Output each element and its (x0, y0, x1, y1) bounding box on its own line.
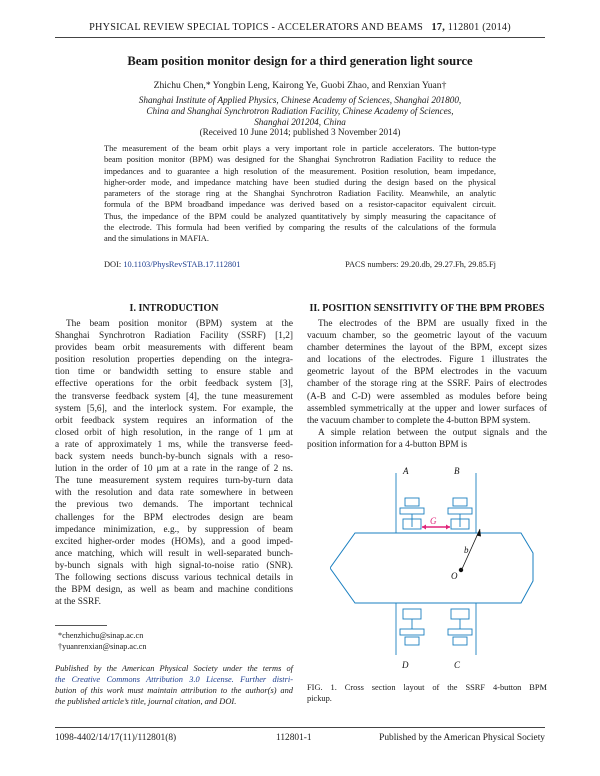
affiliation-line-2: China and Shanghai Synchrotron Radiation Facility, Chinese Academy of Sciences, (146, 106, 454, 116)
publication-note-line[interactable]: the Creative Commons Attribution 3.0 License. Further distri- (55, 675, 293, 684)
text-line: at the SSRF. (55, 597, 102, 608)
text-line: The following sections discuss various technical details in (55, 572, 293, 583)
abstract-line: beam position monitor (BPM) was designed for the Shanghai Synchrotron Radiation Facility to reduce the (104, 155, 496, 165)
author-list: Zhichu Chen,* Yongbin Leng, Kairong Ye, Guobi Zhao, and Renxian Yuan† (153, 80, 447, 91)
journal-article: 112801 (2014) (447, 22, 511, 33)
abstract-line: parameters of the storage ring at the Shanghai Synchrotron Radiation Facility. Meanwhile, an analytic (104, 189, 496, 199)
text-line: tion time or bandwidth setting to ensure stable and (55, 367, 293, 378)
text-line: A simple relation between the output signals and the (318, 427, 547, 438)
doi-link[interactable]: 10.1103/PhysRevSTAB.17.112801 (123, 260, 241, 269)
abstract-line: Thus, the impedance of the BPM could be analyzed quantitatively by simply measuring the capacitance of (104, 211, 496, 221)
affiliation-line-3: Shanghai 201204, China (254, 117, 346, 127)
text-line: The tune measurement system requires turn-by-turn data (55, 476, 293, 487)
text-line: excited higher-order modes (HOMs), and a good imped- (55, 536, 293, 547)
footer-issn: 1098-4402/14/17(11)/112801(8) (55, 733, 177, 743)
text-line: the BPM design, as well as beam and machine conditions (55, 585, 293, 596)
text-line: assembled symmetrically at the upper and lower surfaces of (307, 403, 547, 414)
section-heading-introduction: I. INTRODUCTION (129, 303, 219, 314)
received-dates: (Received 10 June 2014; published 3 November 2014) (199, 127, 401, 137)
footnote-email-2: †yuanrenxian@sinap.ac.cn (58, 642, 147, 651)
text-line: (A-B and C-D) were assembled as modules before being (307, 391, 547, 402)
origin-point (459, 568, 463, 572)
doi-label: DOI: (104, 260, 122, 269)
journal-name: PHYSICAL REVIEW SPECIAL TOPICS - ACCELERATORS AND BEAMS (89, 22, 424, 33)
text-line: impedance minimization, e.g., by suppression of beam (55, 524, 293, 535)
text-line: geometric layout of the BPM electrodes in the vacuum (307, 367, 547, 378)
text-line: Shanghai Synchrotron Radiation Facility (SSRF) [1,2] (55, 331, 293, 342)
abstract-line: the electrode. This formula had been verified by comparing the results of the calculations of the formula (104, 223, 496, 233)
footer-page-number: 112801-1 (276, 733, 312, 743)
electrode-a-label: A (403, 466, 409, 476)
abstract-line: and the simulations in MAFIA. (104, 234, 209, 244)
electrode-d-label: D (402, 660, 409, 670)
text-line: orbit feedback system requires an information of the (55, 415, 293, 426)
section-heading-position-sensitivity: II. POSITION SENSITIVITY OF THE BPM PROBES (309, 303, 545, 314)
pacs-numbers: PACS numbers: 29.20.db, 29.27.Fh, 29.85.Fj (345, 260, 496, 269)
text-line: challenges for the BPM electrodes design are beam (55, 512, 293, 523)
text-line: chamber of the storage ring at the SSRF. Pairs of electrodes (307, 379, 547, 390)
lower-electrode-module (396, 603, 476, 655)
text-line: by-bunch signals with high signal-to-noise ratio (SNR). (55, 560, 293, 571)
text-line: position resolution properties depending on the integra- (55, 355, 293, 366)
text-line: with the resolution and data rate somewhere in between (55, 488, 293, 499)
footnote-email-1: *chenzhichu@sinap.ac.cn (58, 631, 144, 640)
journal-header (55, 22, 545, 33)
text-line: system [5,6], and the interlock system. For example, the (55, 403, 293, 414)
footer-publisher: Published by the American Physical Society (379, 733, 545, 743)
text-line: the previous two demands. The important technical (55, 500, 293, 511)
publication-note-line: the published article’s title, journal citation, and DOI. (55, 697, 237, 706)
footnote-rule (55, 625, 107, 626)
abstract (104, 143, 496, 245)
introduction-text (55, 318, 293, 608)
electrode-b-label: B (454, 466, 460, 476)
abstract-line: impedances and to guarantee a high resolution of the measurement. Position resolution, beam impedance, (104, 166, 496, 176)
text-line: the vacuum chamber to complete the 4-button BPM system. (307, 415, 531, 426)
text-line: vacuum chamber, so the geometric layout of the vacuum (307, 331, 547, 342)
text-line: the transverse feedback system [4], the tune measurement (55, 391, 293, 402)
abstract-line: The measurement of the beam orbit plays a very important role in particle accelerators. The button-type (104, 144, 496, 153)
text-line: ance matching, which will result in well-separated bunch- (55, 548, 293, 559)
journal-volume: 17, (431, 22, 445, 33)
text-line: a rate of approximately 1 ms, while the transverse feed- (55, 439, 293, 450)
publication-note-line: bution of this work must maintain attribution to the author(s) and (55, 686, 293, 695)
text-line: and locations of the electrodes. Figure 1 illustrates the (307, 355, 547, 366)
caption-line: FIG. 1. Cross section layout of the SSRF 4-button BPM (307, 683, 547, 692)
affiliation-line-1: Shanghai Institute of Applied Physics, Chinese Academy of Sciences, Shanghai 201800, (138, 95, 462, 105)
text-line: The electrodes of the BPM are usually fixed in the (318, 319, 547, 329)
footer-rule (55, 727, 545, 728)
publication-note (55, 663, 293, 707)
text-line: chamber determines the layout of the BPM, except sizes (307, 343, 547, 354)
electrode-c-label: C (454, 660, 461, 670)
text-line: position information for a 4-button BPM is (307, 439, 468, 450)
text-line: closed orbit of high resolution, in the range of 1 μm at (55, 427, 293, 438)
bpm-cross-section-figure (330, 463, 535, 675)
publication-note-line: Published by the American Physical Society under the terms of (55, 664, 293, 673)
vacuum-chamber-outline (330, 533, 533, 603)
text-line: back system needs bunch-by-bunch signals with a reso- (55, 452, 293, 463)
text-line: effective operations for the orbit feedback system [3], (55, 379, 293, 390)
gap-label: G (430, 516, 437, 526)
text-line: provides beam orbit measurements with different beam (55, 343, 293, 354)
header-rule (55, 37, 545, 38)
origin-label: O (451, 571, 458, 581)
abstract-line: higher-order mode, and impedance matching have been studied during the design based on the physical (104, 177, 496, 187)
paper-title: Beam position monitor design for a third generation light source (127, 54, 473, 68)
text-line: The beam position monitor (BPM) system at the (66, 319, 293, 329)
abstract-line: formula of the BPM broadband impedance was derived based on a resistor-capacitor equivalent circuit. (104, 200, 496, 210)
section2-text (307, 318, 547, 451)
radius-label: b (464, 545, 469, 555)
caption-line: pickup. (307, 694, 332, 703)
figure-caption (307, 682, 547, 704)
text-line: lution in the order of 10 μm at a rate in the range of 2 ns. (55, 464, 293, 475)
